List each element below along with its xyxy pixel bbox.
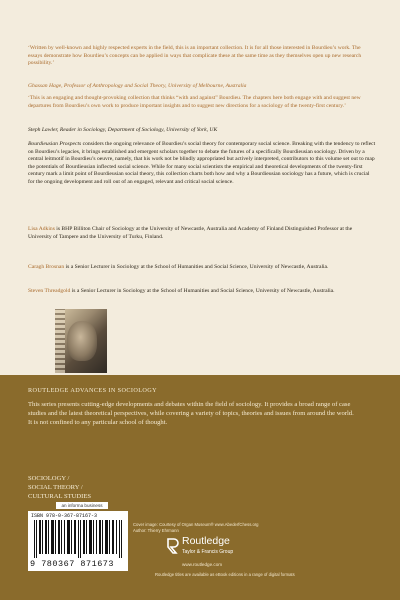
cover-image-credit: Cover image: Courtesy of Organ Museum® www.AbederfChess.org xyxy=(133,522,259,527)
ebook-note: Routledge titles are available as eBook editions in a range of digital formats xyxy=(155,572,295,577)
series-description: This series presents cutting-edge developments and debates within the field of sociology. It provides a broad range of case studies and the latest theoretical perspectives, while covering a variety of topics, theories and issues from around the world. It is not confined to any particular school of thought. xyxy=(28,401,354,426)
informa-label: an informa business xyxy=(56,502,108,509)
subject-1: SOCIOLOGY / xyxy=(28,475,70,482)
editor-name-2: Caragh Brosnan xyxy=(28,264,65,270)
barcode-box xyxy=(28,511,128,571)
routledge-logo-icon xyxy=(165,538,179,554)
portrait-shading xyxy=(55,309,65,373)
editor-bio-text-3: is a Senior Lecturer in Sociology at the School of Humanities and Social Science, University of Newcastle, Australia. xyxy=(70,288,335,294)
endorsement-quote-2: ‘This is an engaging and thought-provoking collection that thinks “with and against” Bourdieu. The chapters here both engage with and suggest new departures from Bourdieu’s own work to produce important insights and to suggest new directions for a sociology of the twenty-first century.’ xyxy=(28,95,361,109)
subject-2: SOCIAL THEORY / xyxy=(28,484,83,491)
cover-credits xyxy=(133,522,259,534)
editor-bio-text-1: is BHP Billiton Chair of Sociology at the University of Newcastle, Australia and Academy of Finland Distinguished Professor at the University of Tampere and the University of Turku, Finland. xyxy=(28,226,353,240)
editor-bio-3 xyxy=(28,288,376,296)
endorsement-quote-1: ‘Written by well-known and highly respected experts in the field, this is an important collection. It is for all those interested in Bourdieu’s work. The essays demonstrate how Bourdieu’s concepts can be applied in ways that complicate these at the same time as they themselves open up new research possibility.’ xyxy=(28,45,362,67)
editor-name-3: Steven Threadgold xyxy=(28,288,71,294)
endorsement-attribution-1: Ghassan Hage, Professor of Anthropology and Social Theory, University of Melbourne, Australia xyxy=(28,83,247,89)
book-description xyxy=(28,141,376,187)
editor-bio-2 xyxy=(28,264,376,272)
editor-name-1: Lisa Adkins xyxy=(28,226,55,232)
publisher-url: www.routledge.com xyxy=(182,562,223,567)
subject-categories xyxy=(28,474,91,501)
endorsement-attribution-2: Steph Lawler, Reader in Sociology, Department of Sociology, University of York, UK xyxy=(28,127,218,133)
cover-author-credit: Author: Thierry Ehrmann xyxy=(133,528,179,533)
isbn-label: ISBN 978-0-367-87167-3 xyxy=(31,513,98,519)
editor-bio-text-2: is a Senior Lecturer in Sociology at the School of Humanities and Social Science, University of Newcastle, Australia. xyxy=(64,264,329,270)
publisher-name: Routledge xyxy=(182,535,230,547)
barcode-icon xyxy=(34,520,124,558)
barcode-digits: 9 780367 871673 xyxy=(30,559,115,569)
editor-bio-1 xyxy=(28,226,376,241)
book-title: Bourdieusian Prospects xyxy=(28,141,82,147)
description-text: considers the ongoing relevance of Bourdieu’s social theory for contemporary social science. Breaking with the tendency to reflect on Bourdieu’s legacies, it brings established and emergent scholars together to debate the futures of a specifically Bourdieusian sociology. Driven by a central leitmotif in Bourdieu’s oeuvre, namely, that his work not be blindly appropriated but actively interpreted, contributors to this volume set out to map the potentials of Bourdieusian inflected social science. While for many social scientists the empirical and theoretical developments of the twenty-first century mark a limit point of Bourdieusian social theory, this collection charts both how and why a Bourdieusian sociology has a future, which is crucial for the ongoing development and roll out of an engaged, relevant and critical social science. xyxy=(28,141,376,185)
portrait-face xyxy=(67,321,97,361)
series-title: ROUTLEDGE ADVANCES IN SOCIOLOGY xyxy=(28,387,157,394)
publisher-group: Taylor & Francis Group xyxy=(182,549,234,555)
cover-portrait-image xyxy=(55,309,107,373)
subject-3: CULTURAL STUDIES xyxy=(28,493,92,500)
